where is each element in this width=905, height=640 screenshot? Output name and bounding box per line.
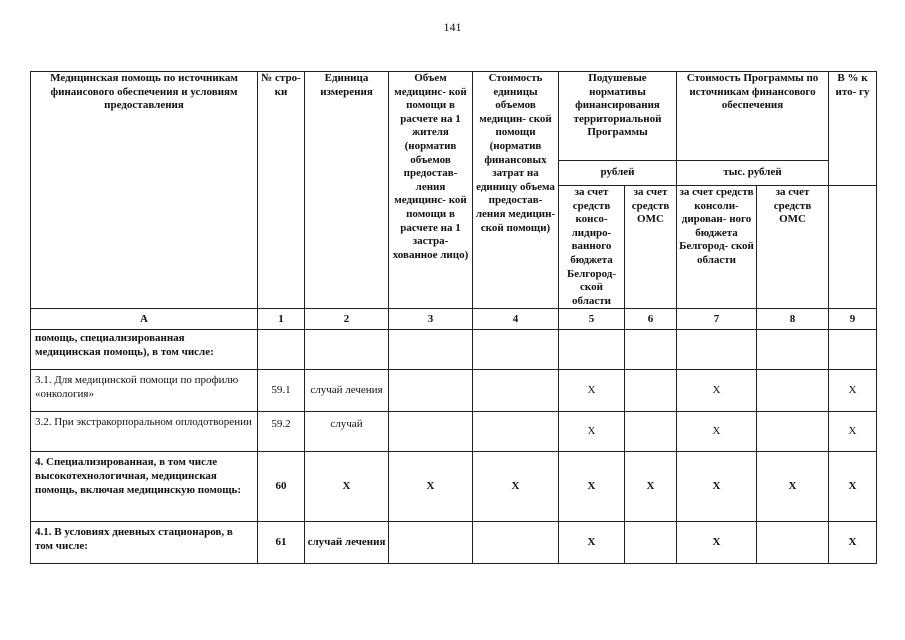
row-unit [305, 330, 389, 370]
index-cell: 8 [757, 309, 829, 330]
header-col-9-empty [829, 186, 877, 309]
header-col-6: за счет средств ОМС [625, 186, 677, 309]
header-unit-rubles: рублей [559, 161, 677, 186]
row-c5: X [559, 370, 625, 412]
index-cell: 1 [258, 309, 305, 330]
index-cell: 6 [625, 309, 677, 330]
row-c6: X [625, 452, 677, 522]
header-col-a: Медицинская помощь по источникам финансового обеспечения и условиям предоставления [31, 72, 258, 309]
row-c3 [389, 330, 473, 370]
row-c3 [389, 412, 473, 452]
row-c6 [625, 412, 677, 452]
row-c6 [625, 370, 677, 412]
table-row [31, 370, 877, 412]
index-cell: А [31, 309, 258, 330]
row-c9: X [829, 522, 877, 564]
table-row [31, 522, 877, 564]
index-cell: 7 [677, 309, 757, 330]
row-c8 [757, 522, 829, 564]
row-c9 [829, 330, 877, 370]
header-col-9: В % к ито- гу [829, 72, 877, 186]
row-c9: X [829, 412, 877, 452]
financing-table [30, 71, 877, 564]
row-c6 [625, 330, 677, 370]
header-col-3: Объем медицинс- кой помощи в расчете на 1 жителя (норматив объемов предостав- ления медицинс- кой помощи в расчете на 1 застра- хованное лицо) [389, 72, 473, 309]
row-c4 [473, 370, 559, 412]
row-c7: X [677, 412, 757, 452]
row-unit: случай [305, 412, 389, 452]
header-col-1: № стро- ки [258, 72, 305, 309]
row-line-number: 59.2 [258, 412, 305, 452]
row-c5 [559, 330, 625, 370]
row-unit: случай лечения [305, 370, 389, 412]
header-col-7: за счет средств консоли- дирован- ного бюджета Белгород- ской области [677, 186, 757, 309]
row-c5: X [559, 522, 625, 564]
row-c9: X [829, 370, 877, 412]
row-c3: X [389, 452, 473, 522]
row-c6 [625, 522, 677, 564]
row-c8 [757, 370, 829, 412]
row-name: 4.1. В условиях дневных стационаров, в том числе: [31, 522, 258, 564]
row-c5: X [559, 412, 625, 452]
row-c4 [473, 330, 559, 370]
row-line-number [258, 330, 305, 370]
row-line-number: 59.1 [258, 370, 305, 412]
row-c3 [389, 370, 473, 412]
row-c9: X [829, 452, 877, 522]
row-c7: X [677, 452, 757, 522]
header-col-4: Стоимость единицы объемов медицин- ской помощи (норматив финансовых затрат на единицу объема предостав- ления медицин- ской помощи) [473, 72, 559, 309]
table-row [31, 330, 877, 370]
row-line-number: 60 [258, 452, 305, 522]
index-cell: 5 [559, 309, 625, 330]
header-col-2: Единица измерения [305, 72, 389, 309]
header-group-program-cost: Стоимость Программы по источникам финансового обеспечения [677, 72, 829, 161]
row-name: помощь, специализированная медицинская помощь), в том числе: [31, 330, 258, 370]
row-c4 [473, 522, 559, 564]
row-c8: X [757, 452, 829, 522]
row-c5: X [559, 452, 625, 522]
table-row [31, 452, 877, 522]
row-name: 4. Специализированная, в том числе высокотехнологичная, медицинская помощь, включая медицинскую помощь: [31, 452, 258, 522]
table-row [31, 412, 877, 452]
index-cell: 9 [829, 309, 877, 330]
header-unit-thousand-rubles: тыс. рублей [677, 161, 829, 186]
row-c4 [473, 412, 559, 452]
row-unit: случай лечения [305, 522, 389, 564]
row-c3 [389, 522, 473, 564]
header-col-8: за счет средств ОМС [757, 186, 829, 309]
header-col-5: за счет средств консо- лидиро- ванного бюджета Белгород- ской области [559, 186, 625, 309]
row-unit: X [305, 452, 389, 522]
header-group-per-capita: Подушевые нормативы финансирования территориальной Программы [559, 72, 677, 161]
row-line-number: 61 [258, 522, 305, 564]
row-c8 [757, 330, 829, 370]
row-c4: X [473, 452, 559, 522]
row-name: 3.2. При экстракорпоральном оплодотворении [31, 412, 258, 452]
row-c7 [677, 330, 757, 370]
page-number: 141 [443, 20, 462, 34]
row-c7: X [677, 522, 757, 564]
index-cell: 3 [389, 309, 473, 330]
row-c8 [757, 412, 829, 452]
row-name: 3.1. Для медицинской помощи по профилю «онкология» [31, 370, 258, 412]
index-cell: 4 [473, 309, 559, 330]
index-cell: 2 [305, 309, 389, 330]
row-c7: X [677, 370, 757, 412]
column-index-row [31, 309, 877, 330]
